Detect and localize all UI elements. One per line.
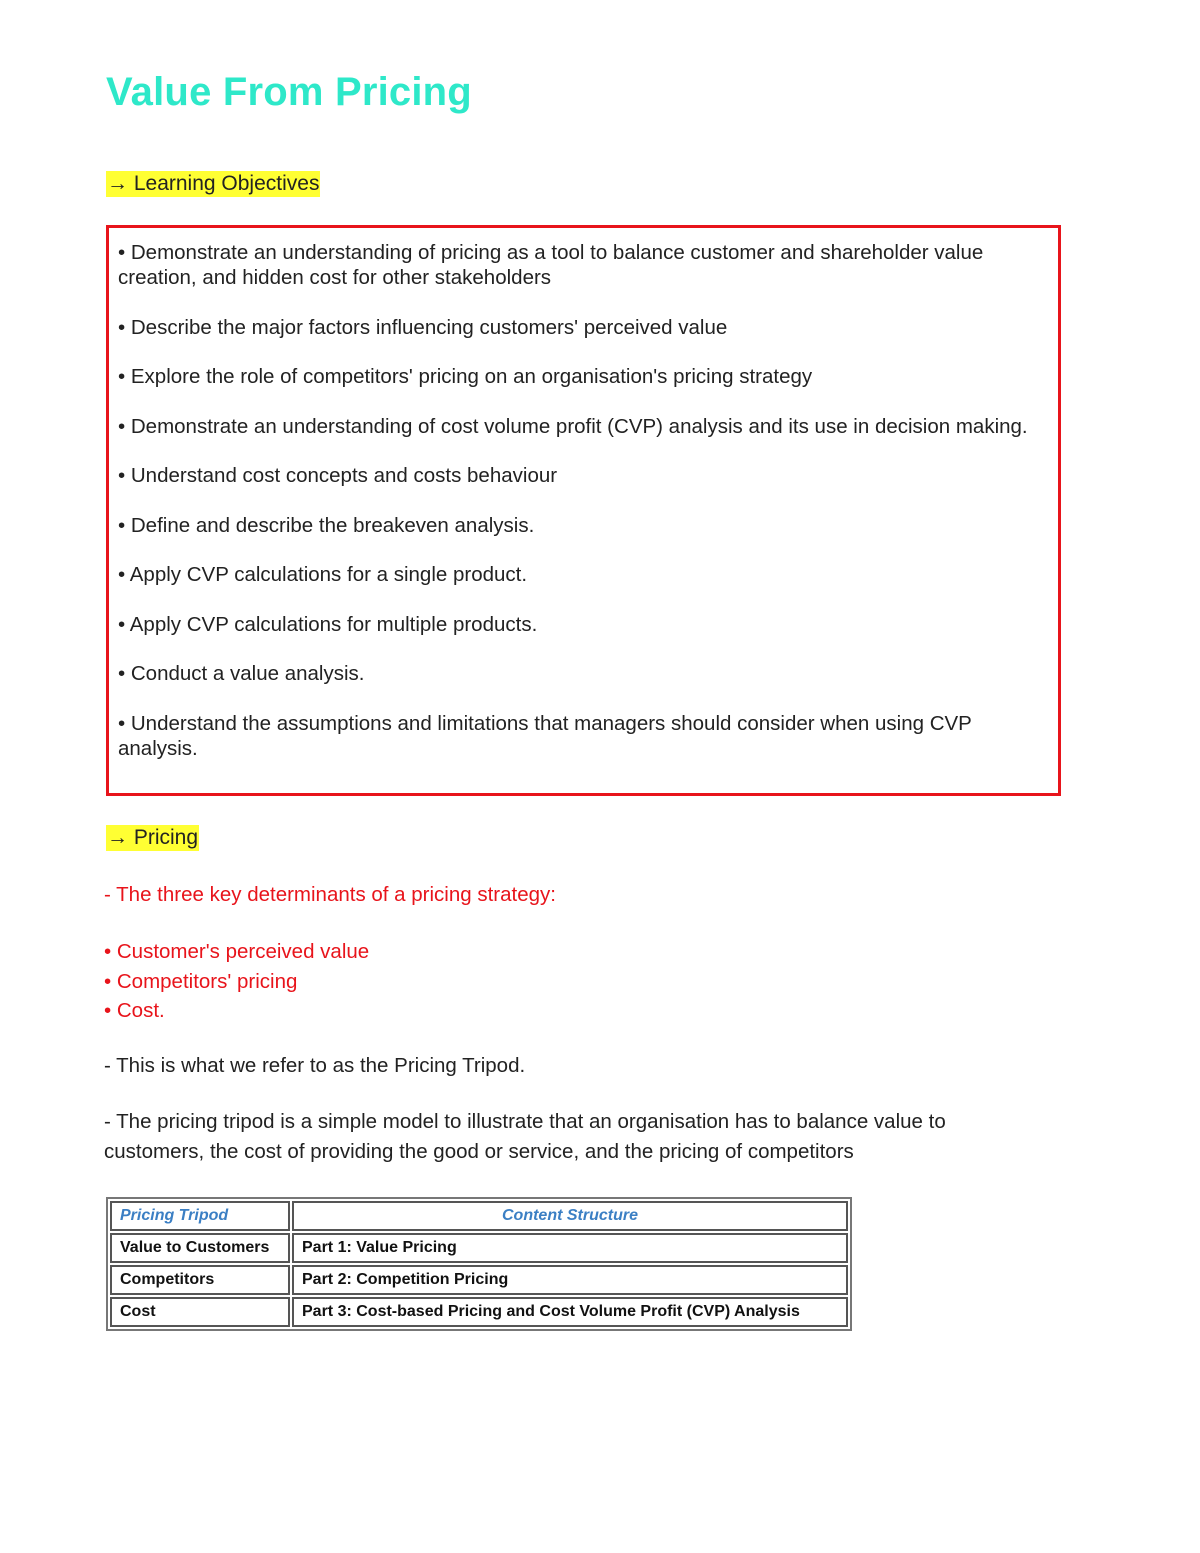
table-cell: Part 1: Value Pricing xyxy=(292,1233,848,1263)
objective-item: • Apply CVP calculations for a single product. xyxy=(118,563,528,586)
page-title: Value From Pricing xyxy=(106,70,472,114)
objective-item: • Conduct a value analysis. xyxy=(118,662,365,685)
pricing-heading: → Pricing xyxy=(107,826,199,849)
table-cell: Part 2: Competition Pricing xyxy=(292,1265,848,1295)
determinants-list xyxy=(104,937,369,1026)
table-header-row xyxy=(110,1201,848,1231)
objective-item: • Define and describe the breakeven analysis. xyxy=(118,513,535,537)
objective-item: • Demonstrate an understanding of pricing as a tool to balance customer and shareholder value creation, and hidden cost for other stakeholders xyxy=(118,241,984,289)
objective-item: • Demonstrate an understanding of cost volume profit (CVP) analysis and its use in decision making. xyxy=(118,414,1028,438)
objective-item: • Understand the assumptions and limitations that managers should consider when using CVP analysis. xyxy=(118,711,972,760)
determinants-intro: - The three key determinants of a pricing strategy: xyxy=(104,883,556,906)
tripod-description: - The pricing tripod is a simple model to illustrate that an organisation has to balance value to customers, the cost of providing the good or service, and the pricing of competitors xyxy=(104,1110,946,1163)
tripod-note: - This is what we refer to as the Pricing Tripod. xyxy=(104,1054,526,1077)
table-row xyxy=(110,1297,848,1327)
pricing-tripod-table xyxy=(106,1197,852,1331)
table-cell: Competitors xyxy=(110,1265,290,1295)
objective-item: • Apply CVP calculations for multiple products. xyxy=(118,612,538,636)
table-header-cell: Content Structure xyxy=(292,1201,848,1231)
determinant-item: • Cost. xyxy=(104,999,165,1022)
objective-item: • Explore the role of competitors' pricing on an organisation's pricing strategy xyxy=(118,365,813,388)
table-cell: Value to Customers xyxy=(110,1233,290,1263)
learning-objectives-list xyxy=(118,240,1048,761)
learning-objectives-box xyxy=(106,225,1061,796)
table-row xyxy=(110,1265,848,1295)
determinant-item: • Competitors' pricing xyxy=(104,969,298,993)
table-row xyxy=(110,1233,848,1263)
determinant-item: • Customer's perceived value xyxy=(104,940,370,963)
objective-item: • Understand cost concepts and costs behaviour xyxy=(118,464,558,487)
table-header-cell: Pricing Tripod xyxy=(110,1201,290,1231)
learning-objectives-heading: → Learning Objectives xyxy=(107,172,320,195)
table-cell: Cost xyxy=(110,1297,290,1327)
table-cell: Part 3: Cost-based Pricing and Cost Volume Profit (CVP) Analysis xyxy=(292,1297,848,1327)
objective-item: • Describe the major factors influencing customers' perceived value xyxy=(118,315,728,339)
